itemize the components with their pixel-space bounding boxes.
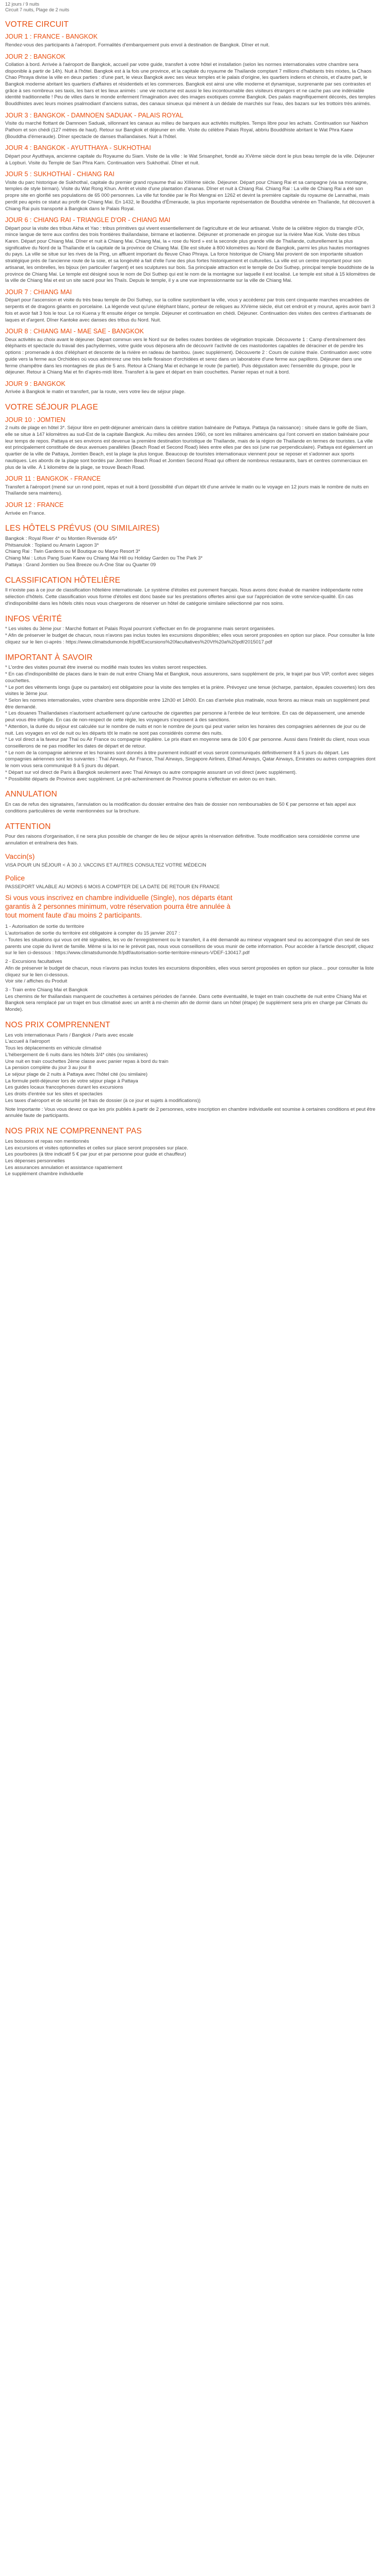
important-item: * En cas d'indisponibilité de places dans le train de nuit entre Chiang Mai et Bangkok, nous assurerons, sans supplément de prix, le trajet par bus VIP, confort avec sièges couchettes. <box>5 671 374 684</box>
inclus-item: Tous les déplacements en véhicule climatisé <box>5 1045 102 1052</box>
single-room-warning <box>5 894 376 920</box>
condition-line: Les chemins de fer thaïlandais manquent de couchettes à certaines périodes de l'année. Dans cette éventualité, le trajet en train couchette de nuit entre Chiang Mai et Bangkok sera remplacé par un trajet en bus climatisé avec un arrêt à mi-chemin afin de dormir dans un hôtel (étape) (le supplément sera pris en charge par Climats du Monde). <box>5 993 368 1013</box>
day-text: Transfert à l'aéroport (mené sur un rond point, repas et nuit à bord (possibilité d'un départ tôt d'une arrivée le matin ou le voyage en 12 jours mais le nombre de nuits en Thaïlande sera maintenu). <box>5 484 369 497</box>
inclus-item: L'hébergement de 6 nuits dans les hôtels 3/4* cités (ou similaires) <box>5 1052 148 1058</box>
hotel-line: Chiang Mai : Lotus Pang Suan Kaew ou Chiang Mai Hill ou Holiday Garden ou The Park 3* <box>5 555 203 562</box>
day-title: JOUR 1 : FRANCE - BANGKOK <box>5 33 98 41</box>
inclus-item: Le séjour plage de 2 nuits à Pattaya avec l'hôtel cité (ou similaire) <box>5 1071 148 1077</box>
hotel-line: Phitsanulok : Topland ou Amarin Lagoon 3* <box>5 542 99 548</box>
police-title: Police <box>5 874 25 883</box>
day-10 <box>5 416 376 471</box>
inclus-title: NOS PRIX COMPRENNENT <box>5 1020 110 1029</box>
warning-line: garantis à 2 personnes minimum, votre réservation pourra être annulée à <box>5 902 231 910</box>
important-item: * Selon les normes internationales, votre chambre sera disponible entre 12h30 et 14h00. En cas d'arrivée plus matinale, nous ferons au mieux mais un supplément peut être demandé. <box>5 697 370 710</box>
day-2 <box>5 53 376 108</box>
important-item: * Les douanes Thaïlandaises n'autorisent actuellement qu'une cartouche de cigarettes par personne à l'entrée de leur territoire. En cas de dépassement, une amende peut vous être infligée. En cas de non-respect de cette règle, les voyageurs s'exposent à des sanctions. <box>5 710 365 723</box>
condition-line: - Toutes les situations qui vous ont été signalées, les vo de l'enregistrement ou le transfert, il a été demandé au mineur voyageant seul ou accompagné d'un seul de ses parents une copie du livret de famille. Même si la loi ne le prévoit pas, nous vous conseillons de vous munir de cette information. Pour accéder à l'article descriptif, cliquez sur le lien ci-dessous : https://www.climatsdumonde.fr/pdf/autorisation-sortie-territoire-mineurs-VDEF-130417.pdf <box>5 937 374 956</box>
hotels-list <box>5 536 376 569</box>
day-title: JOUR 11 : BANGKOK - FRANCE <box>5 475 101 483</box>
inclus-item: Les taxes d'aéroport et de sécurité (et frais de dossier (à ce jour et sujets à modifications)) <box>5 1097 201 1104</box>
inclus-item: Les droits d'entrée sur les sites et spectacles <box>5 1091 103 1097</box>
exclus-item: Le supplément chambre individuelle <box>5 1171 84 1177</box>
inclus-item: Une nuit en train couchettes 2ème classe avec panier repas à bord du train <box>5 1058 169 1064</box>
hotel-line: Bangkok : Royal River 4* ou Montien Riverside 4/5* <box>5 536 118 542</box>
warning-line: Si vous vous inscrivez en chambre individuelle (Single), nos départs étant <box>5 893 233 902</box>
important-item: * L'ordre des visites pourrait être inversé ou modifié mais toutes les visites seront respectées. <box>5 665 208 671</box>
day-text: Collation à bord. Arrivée à l'aéroport de Bangkok, accueil par votre guide, transfert à votre hôtel et installation (selon les normes internationales votre chambre sera disponible à partir de 14h). Nuit à l'hôtel. Bangkok est à la fois une province, et la capitale du royaume de Thaïlande comptant 7 millions d'habitants très mixtes, la Chaos Chao Phraya divise la ville en deux parties : d'une part, le vieux Bangkok avec ses vieux temples et le palais d'origine, les quartiers indiens et chinois, et d'autre part, le Bangkok moderne abritant les quartiers d'affaires et résidentiels et les commerces. Bangkok est ainsi une ville moderne et dynamique, surprenante par ses contrastes et grâce à ses nombreux ses taxis, les bars et les lieux animés : une vie nocturne est aussi le lieu incontournable des visiteurs étrangers et ne cache pas une indéniable identité traditionnelle ! Peu de villes dans le monde enferment l'imagination avec des images exotiques comme Bangkok. Des palais magnifiquement décorés, des temples Bouddhistes avec leurs moines psalmodiant d'anciens sutras, des canaux sinueux qui mènent à un dédale de marchés sur l'eau, des bazars sur les trottoirs très animés. <box>5 61 376 107</box>
day-9 <box>5 380 376 396</box>
annulation-title: ANNULATION <box>5 790 57 799</box>
exclus-item: Les pourboires (à titre indicatif 5 € par jour et par personne pour guide et chauffeur) <box>5 1151 186 1158</box>
info-item: * Afin de préserver le budget de chacun, nous n'avons pas inclus toutes les excursions disponibles; elles vous seront proposées en option sur place. Pour consulter la liste cliquez sur le lien ci-après : https://www.climatsdumonde.fr/pdf/Excursions%20facultatives%20Vt%20a%20pdf/2015017.pdf <box>5 633 375 645</box>
conditions-list <box>5 924 376 1013</box>
inclus-note: Note Importante : Vous vous devez ce que les prix publiés à partir de 2 personnes, votre inscription en chambre individuelle est soumise à certaines conditions et peut être annulée faute de participants. <box>5 1106 376 1119</box>
day-text: Arrivée à Bangkok le matin et transfert, par la route, vers votre lieu de séjour plage. <box>5 389 186 395</box>
inclus-item: Les vols internationaux Paris / Bangkok / Paris avec escale <box>5 1032 134 1038</box>
day-8 <box>5 328 376 376</box>
condition-line: L'autorisation de sortie du territoire est obligatoire à compter du 15 janvier 2017 : <box>5 930 180 937</box>
sejour-title: VOTRE SÉJOUR PLAGE <box>5 403 99 412</box>
important-item: * Attention, la durée du séjour est calculée sur le nombre de nuits et non le nombre de jours qui peut varier selon les horaires des compagnies aériennes de jour ou de nuit. Les voyages en vol de nuit ou les départs tôt le matin ne sont pas considérés comme des nuits. <box>5 723 366 736</box>
vaccins-text: VISA POUR UN SÉJOUR < À 30 J. VACCINS ET AUTRES CONSULTEZ VOTRE MÉDECIN <box>5 862 206 868</box>
trip-meta <box>5 2 376 13</box>
warning-line: tout moment faute d'au moins 2 participants. <box>5 911 142 919</box>
day-text: Visite du parc historique de Sukhothaï, capitale du premier grand royaume thaï au XIIIème siècle. Déjeuner. Départ pour Chiang Rai et sa campagne (via sa montagne, temples de style birman). Visite du Wat Rong Khun. Arrêt et visite d'une plantation d'ananas. Dîner et nuit à Chiang Rai. Chiang Rai : La ville de Chiang Rai a été son propre site en glorifié ses populations de 65 000 personnes. La ville fut fondée par le Roi Mengrai en 1262 et devint la première capitale du royaume de Lannathai, mais perdit peu après ce statut au profit de Chiang Mai. En 1432, le Bouddha d'Émeraude, la plus importante représentation de Bouddha vénérée en Thaïlande, fut découvert à Chiang Rai puis transporté à Bangkok dans le Palais Royal. <box>5 179 375 212</box>
sejour-days <box>5 416 376 517</box>
day-title: JOUR 3 : BANGKOK - DAMNOEN SADUAK - PALAIS ROYAL <box>5 111 184 119</box>
condition-line: 1 - Autorisation de sortie du territoire <box>5 924 85 930</box>
police-text: PASSEPORT VALABLE AU MOINS 6 MOIS A COMPTER DE LA DATE DE RETOUR EN FRANCE <box>5 884 220 890</box>
day-3 <box>5 112 376 141</box>
condition-line: 2 - Excursions facultatives <box>5 959 62 965</box>
exclus-item: Les assurances annulation et assistance rapatriement <box>5 1164 123 1171</box>
day-title: JOUR 5 : SUKHOTHAÏ - CHIANG RAI <box>5 171 115 178</box>
classification-text: Il n'existe pas à ce jour de classification hôtelière internationale. Le système d'étoiles est purement français. Nous avons donc évalué de manière indépendante notre sélection d'hôtels. Cette classification vous forme d'étoiles est donc basée sur les prestations offertes ainsi que sur l'appréciation de votre service-qualité. En cas d'indisponibilité dans les hôtels cités nous vous chargerons de réserver un hôtel de catégorie similaire sélectionné par nos soins. <box>5 587 363 606</box>
page-content <box>0 0 381 1183</box>
day-4 <box>5 144 376 166</box>
day-text: Départ pour Ayutthaya, ancienne capitale du Royaume du Siam. Visite de la ville : le Wat Srisanphet, fondé au XVème siècle dont le plus beau temple de la ville. Déjeuner à Lopburi. Visite du Temple de San Phra Karn. Continuation vers Sukhothaï. Dîner et nuit. <box>5 153 374 166</box>
exclus-item: Les boissons et repas non mentionnés <box>5 1138 89 1144</box>
day-title: JOUR 8 : CHIANG MAI - MAE SAE - BANGKOK <box>5 328 144 335</box>
inclus-item: L'accueil à l'aéroport <box>5 1039 50 1045</box>
inclus-item: La pension complète du jour 3 au jour 8 <box>5 1065 91 1071</box>
day-12 <box>5 501 376 517</box>
inclus-item: Les guides locaux francophones durant les excursions <box>5 1084 123 1091</box>
hotels-title: LES HÔTELS PRÉVUS (OU SIMILAIRES) <box>5 524 160 533</box>
important-item: * Le port des vêtements longs (jupe ou pantalon) est obligatoire pour la visite des temples et la prière. Prévoyez une tenue (écharpe, pantalon, épaules couvertes) lors des visites le 3ème jour. <box>5 684 376 697</box>
day-11 <box>5 475 376 497</box>
day-5 <box>5 171 376 212</box>
day-7 <box>5 289 376 324</box>
trip-duration: 12 jours / 9 nuits <box>5 2 40 7</box>
trip-format: Circuit 7 nuits, Plage de 2 nuits <box>5 7 70 12</box>
circuit-title: VOTRE CIRCUIT <box>5 20 69 29</box>
hotel-line: Chiang Rai : Twin Gardens ou M Boutique ou Maryo Resort 3* <box>5 549 140 555</box>
infos-title: INFOS VÉRITÉ <box>5 614 62 623</box>
exclus-item: Les excursions et visites optionnelles et celles sur place seront proposées sur place. <box>5 1145 188 1151</box>
important-list <box>5 665 376 783</box>
day-text: Deux activités au choix avant le déjeuner. Départ commun vers le Nord sur de belles routes bordées de végétation tropicale. Découverte 1 : Camp d'entraînement des éléphants et spectacle du travail des pachydermes, votre guide vous déposera afin de découvrir l'activité de ces mastodontes capables de déraciner et de pendre les options : promenade à dos d'éléphant et descente de la rivière en radeau de bambou. (avec supplément). Découverte 2 : Cours de cuisine thaïe. Continuation avec votre guide vers la ferme aux Orchidées où vous admirerez une très belle floraison d'orchidées et serez dans un laboratoire d'une ferme aux papillons. Déjeuner dans une ferme champêtre dans les montagnes de plus de 5 ans. Retour à Chiang Mai et échange le route (le partiel). Puis dégustation avec l'ensemble du groupe, pour le déjeuner. Retour à Chiang Mai et fin d'après-midi libre. Transfert à la gare et départ en train couchettes. Panier repas et nuit à bord. <box>5 336 372 376</box>
day-text: Rendez-vous des participants à l'aéroport. Formalités d'embarquement puis envol à destination de Bangkok. Dîner et nuit. <box>5 42 270 48</box>
condition-line: 3 - Train entre Chiang Mai et Bangkok <box>5 987 88 993</box>
attention-title: ATTENTION <box>5 822 51 831</box>
day-title: JOUR 4 : BANGKOK - AYUTTHAYA - SUKHOTHAI <box>5 144 151 152</box>
day-text: Arrivée en France. <box>5 510 46 516</box>
day-text: Visite du marché flottant de Damnoen Saduak, sillonnant les canaux au milieu de barques aux activités multiples. Temps libre pour les achats. Continuation sur Nakhon Pathom et son chédi (127 mètres de haut). Retour sur Bangkok et déjeuner en ville. Visite du célèbre Palais Royal, abbriu Bouddhiste abritant le Wat Phra Kaew (Bouddha d'émeraude). Dîner spectacle de danses thaïlandaises. Nuit à l'hôtel. <box>5 121 368 140</box>
day-text: 2 nuits de plage en hôtel 3*. Séjour libre en petit-déjeuner américain dans la célèbre station balnéaire de Pattaya. Pattaya (la naissance) : située dans le golfe de Siam, elle se situe à 147 kilomètres au sud-Est de la capitale Bangkok. Au milieu des années 1960, ce sont les militaires américains qui l'ont converti en station balnéaire pour leur temps de repos. Pattaya et ses environs est devenue la première destination touristique de Thaïlande, mais de la région de Thaïlande en termes de touristes. La ville est principalement constituée de deux avenues parallèles (Beach Road et Second Road) liées entre elles par des soi (une rue perpendiculaire). Pattaya est également un quartier de la ville de Pattaya, Jomtien Beach, est la plage la plus longue. Beaucoup de touristes internationaux viennent pour se reposer et s'adonner aux sports nautiques. Les abords de la plage sont bordés par Jomtien Beach Road et Jomtien Second Road qui offrent de nombreux restaurants, bars et centres commerciaux en plus de la ville. À 1 kilomètre de la plage, se trouve Beach Road. <box>5 425 373 470</box>
circuit-days <box>5 33 376 396</box>
day-title: JOUR 6 : CHIANG RAI - TRIANGLE D'OR - CHIANG MAI <box>5 216 171 224</box>
important-title: IMPORTANT À SAVOIR <box>5 653 93 662</box>
hotel-line: Pattaya : Grand Jomtien ou Sea Breeze ou A-One Star ou Quarter 09 <box>5 562 156 568</box>
attention-text: Pour des raisons d'organisation, il ne sera plus possible de changer de lieu de séjour après la réservation définitive. Toute modification sera considérée comme une annulation et entraînera des frais. <box>5 834 360 846</box>
day-6 <box>5 216 376 284</box>
day-title: JOUR 2 : BANGKOK <box>5 53 66 60</box>
condition-line: Afin de préserver le budget de chacun, nous n'avons pas inclus toutes les excursions disponibles, elles vous seront proposées en option sur place... pour consulter la liste cliquez sur le lien ci-dessous. <box>5 965 374 978</box>
day-title: JOUR 7 : CHIANG MAI <box>5 289 72 296</box>
vaccins-title: Vaccin(s) <box>5 852 35 860</box>
day-text: Départ pour l'ascension et visite du très beau temple de Doi Suthep, sur la colline surplombant la ville, vous y accéderez par trois cent cinquante marches encadrées de serpents et de dragons géants en porcelaine. La légende veut qu'une éléphant blanc, porteur de reliques au XIVème siècle, élut cet endroit et y mourut, après avoir barri 3 fois et avoir fait 3 fois le tour. Le roi Kuena y fit ensuite ériger ce temple. Déjeuner et continuation en chédi. Déjeuner. Continuation des visites des centres d'artisanats de laques et d'argent. Dîner Kantoke avec danses des tribus du Nord. Nuit. <box>5 297 375 323</box>
classification-title: CLASSIFICATION HÔTELIÈRE <box>5 575 121 585</box>
day-title: JOUR 9 : BANGKOK <box>5 380 66 387</box>
important-item: * Le nom de la compagnie aérienne et les horaires sont donnés à titre purement indicatif et vous seront communiqués définitivement 8 à 5 jours du départ. Les compagnies aériennes sont les suivantes : Thaï Airways, Air France, Thaï Airways, Singapore Airlines, Etihad Airways, Qatar Airways, Emirates ou autres compagnies dont le nom vous sera communiqué 8 à 5 jours du départ. <box>5 750 376 769</box>
exclus-list <box>5 1139 376 1178</box>
exclus-title: NOS PRIX NE COMPRENNENT PAS <box>5 1126 142 1136</box>
condition-line: Voir site / affiches du Produit <box>5 978 68 985</box>
annulation-text: En cas de refus des signataires, l'annulation ou la modification du dossier entraîne des frais de dossier non remboursables de 50 € par personne et fais appel aux conditions particulières de vente mentionnées sur la brochure. <box>5 802 356 814</box>
day-title: JOUR 10 : JOMTIEN <box>5 416 66 423</box>
day-1 <box>5 33 376 48</box>
important-item: * Le vol direct a la faveur par Thaï ou Air France ou compagnie régulière. Le prix étant en moyenne sera de 100 € par personne. Aussi dans l'intérêt du client, nous vous conseillerons de ne pas modifier les dates de départ et de retour. <box>5 737 370 749</box>
day-text: Départ pour la visite des tribus Akha et Yao : tribus primitives qui vivent essentiellement de l'agriculture et de leur artisanat. Visite de la célèbre région du triangle d'Or, mince langue de terre aux confins des trois frontières thaïlandaise, birmane et laotienne. Déjeuner et promenade en pirogue sur la rivière Mae Kok. Visite des tribus Karen. Départ pour Chiang Mai. Dîner et nuit à Chiang Mai. Chiang Mai, la « rose du Nord » est la seconde plus grande ville de Thaïlande, culturellement la plus significative du Nord de la Thaïlande et la capitale de la province de Chiang Mai. Elle est située à 800 kilomètres au Nord de Bangkok, parmi les plus hautes montagnes du pays. La ville se situe sur les rives de la Ping, un affluent important du fleuve Chao Phraya. La force historique de Chiang Mai provient de son importante situation stratégique près de l'ancienne route de la soie, et sa longévité a fait d'elle l'une des plus fortes historiquement et culturelles. La ville est un centre important pour son artisanat, les ombrelles, les bijoux (en particulier l'argent) et ses sculptures sur bois. Sa principale attraction est le temple de Doi Suthep, principal temple bouddhiste de la province de Chiang Mai. Le temple est désigné sous le nom de Doi Suthep qui est le nom de la montagne sur laquelle il est localisé. Le temple est situé à 15 kilomètres de la ville de Chiang Mai et est un site sacré pour les Thaïs. Depuis le temple, il y a une vue impressionnante sur la ville de Chiang Mai. <box>5 225 376 284</box>
inclus-item: La formule petit-déjeuner lors de votre séjour plage à Pattaya <box>5 1078 138 1084</box>
exclus-item: Les dépenses personnelles <box>5 1158 65 1164</box>
important-item: * Départ sur vol direct de Paris à Bangkok seulement avec Thaï Airways ou autre compagnie assurant un vol direct (avec supplément). <box>5 769 297 775</box>
inclus-list <box>5 1032 376 1105</box>
day-title: JOUR 12 : FRANCE <box>5 501 64 509</box>
info-item: * Les visites du 3ème jour : Marché flottant et Palais Royal pourront s'effectuer en fin de programme mais seront organisées. <box>5 626 275 632</box>
important-item: * Possibilité départs de Province avec supplément. Le pré-acheminement de Province pourra s'effectuer en avion ou en train. <box>5 776 277 782</box>
infos-list <box>5 626 376 646</box>
